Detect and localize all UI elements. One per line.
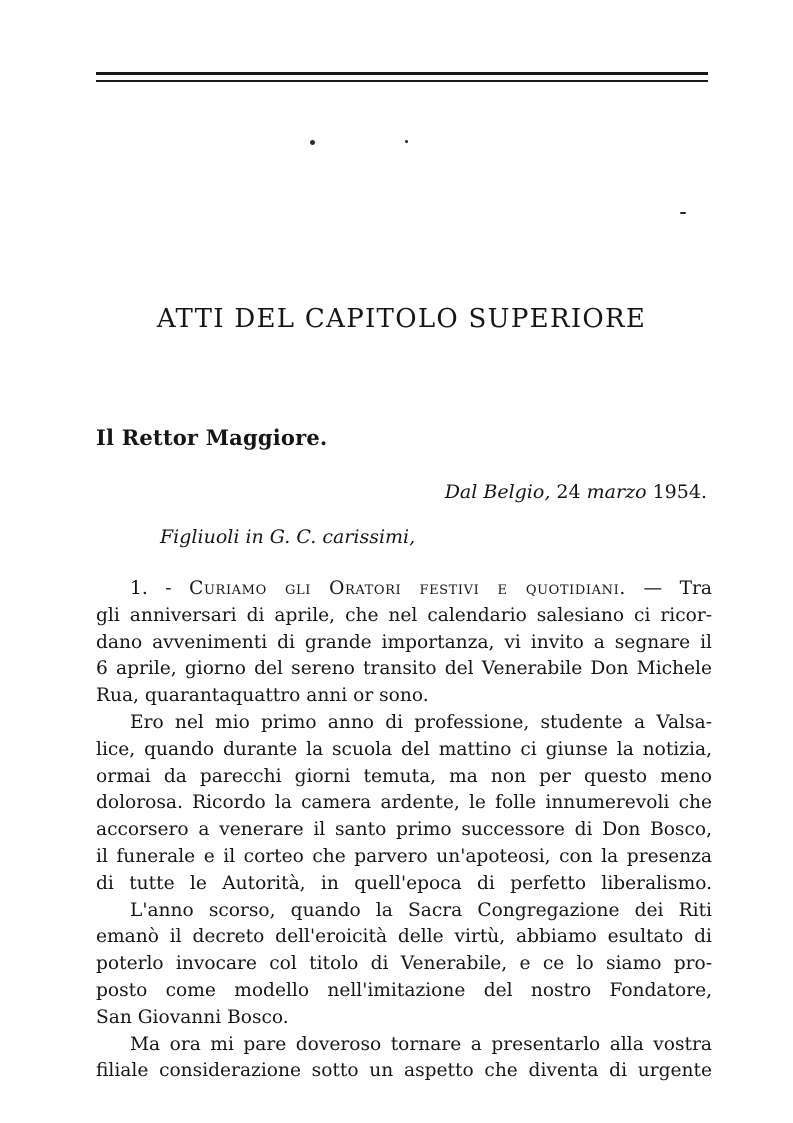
section-heading: Il Rettor Maggiore. xyxy=(96,425,328,450)
body-line: di tutte le Autorità, in quell'epoca di perfetto liberalismo. xyxy=(96,872,712,894)
body-line: dolorosa. Ricordo la camera ardente, le folle innumerevoli che xyxy=(96,792,712,814)
body-line: il funerale e il corteo che parvero un'apoteosi, con la presenza xyxy=(96,845,712,867)
salutation: Figliuoli in G. C. carissimi, xyxy=(160,526,416,548)
body-line: dano avvenimenti di grande importanza, vi invito a segnare il xyxy=(96,631,712,653)
body-line: San Giovanni Bosco. xyxy=(96,1006,289,1028)
body-line: lice, quando durante la scuola del mattino ci giunse la notizia, xyxy=(96,738,712,760)
body-line: poterlo invocare col titolo di Venerabile, e ce lo siamo pro- xyxy=(96,953,712,975)
print-speck xyxy=(405,140,408,143)
dateline-day: 24 xyxy=(556,481,581,503)
body-line: ormai da parecchi giorni temuta, ma non per questo meno xyxy=(96,765,712,787)
dateline-month: marzo xyxy=(586,481,647,503)
body-line: Ma ora mi pare doveroso tornare a presentarlo alla vostra xyxy=(130,1033,712,1055)
dateline xyxy=(445,481,707,503)
header-rule-thin xyxy=(96,80,708,82)
body-line: emanò il decreto dell'eroicità delle virtù, abbiamo esultato di xyxy=(96,926,712,948)
letter-body xyxy=(96,576,712,1085)
body-line xyxy=(96,576,712,603)
paragraph-number: 1. - xyxy=(130,578,172,599)
paragraph-heading: Curiamo gli Oratori festivi e quotidiani. xyxy=(189,578,626,599)
body-line: accorsero a venerare il santo primo successore di Don Bosco, xyxy=(96,819,712,841)
body-text-fragment: — Tra xyxy=(643,578,712,599)
body-line: Ero nel mio primo anno di professione, studente a Valsa- xyxy=(130,711,712,733)
body-line: gli anniversari di aprile, che nel calendario salesiano ci ricor- xyxy=(96,604,712,626)
dateline-year: 1954. xyxy=(652,481,707,503)
page-title: ATTI DEL CAPITOLO SUPERIORE xyxy=(156,304,647,334)
print-speck xyxy=(680,212,686,214)
body-line: Rua, quarantaquattro anni or sono. xyxy=(96,685,429,707)
body-line: 6 aprile, giorno del sereno transito del Venerabile Don Michele xyxy=(96,658,712,680)
header-rule-thick xyxy=(96,72,708,75)
body-line: posto come modello nell'imitazione del nostro Fondatore, xyxy=(96,979,712,1001)
body-line: filiale considerazione sotto un aspetto che diventa di urgente xyxy=(96,1060,712,1082)
body-line: L'anno scorso, quando la Sacra Congregazione dei Riti xyxy=(130,899,712,921)
print-speck xyxy=(310,140,315,145)
dateline-place: Dal Belgio, xyxy=(444,481,551,503)
